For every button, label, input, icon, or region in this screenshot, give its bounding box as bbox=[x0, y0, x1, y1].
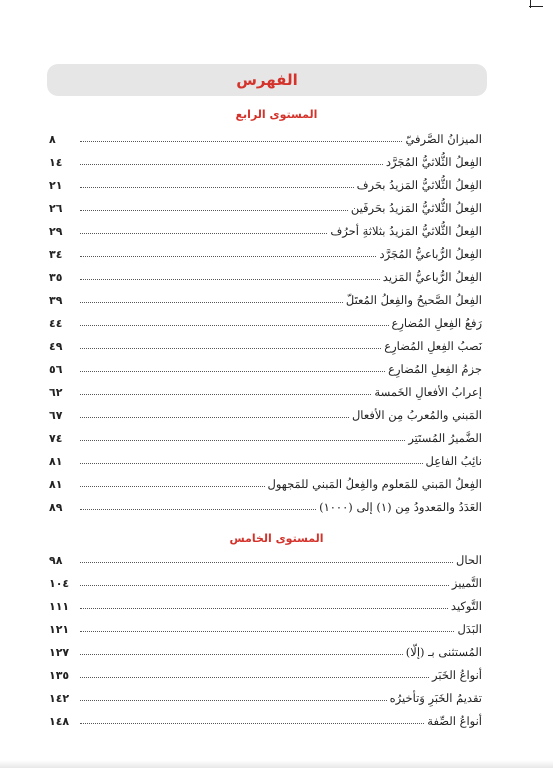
toc-entry-page-number: ١٤٨ bbox=[49, 715, 70, 728]
toc-entry-title: الفِعلُ الثُّلاثيُّ المُجَرَّد bbox=[385, 155, 482, 169]
dot-leader bbox=[80, 187, 354, 188]
toc-entry-title: الفِعلُ الثُّلاثيُّ المَزيدُ بحَرف bbox=[356, 178, 482, 192]
toc-entry-page-number: ٢٦ bbox=[49, 202, 63, 215]
index-title: الفهرس bbox=[236, 71, 298, 89]
toc-entry[interactable] bbox=[49, 659, 482, 682]
toc-entry-page-number: ١٢٧ bbox=[49, 646, 70, 659]
toc-entry[interactable] bbox=[49, 238, 482, 261]
toc-entry-title: التَّمييز bbox=[451, 576, 482, 590]
dot-leader bbox=[80, 654, 403, 655]
crop-mark bbox=[530, 0, 531, 8]
index-title-bar bbox=[47, 64, 487, 96]
toc-entry-page-number: ٨١ bbox=[49, 455, 63, 468]
dot-leader bbox=[80, 164, 383, 165]
toc-entry-title: الميزانُ الصَّرفيّ bbox=[405, 132, 482, 146]
toc-entry-page-number: ٧٤ bbox=[49, 432, 63, 445]
toc-entry-page-number: ٤٤ bbox=[49, 317, 63, 330]
dot-leader bbox=[80, 233, 327, 234]
dot-leader bbox=[80, 677, 429, 678]
toc-entry[interactable] bbox=[49, 330, 482, 353]
toc-entry-page-number: ٣٤ bbox=[49, 248, 63, 261]
toc-entry-page-number: ٢٩ bbox=[49, 225, 63, 238]
toc-entry[interactable] bbox=[49, 590, 482, 613]
toc-entry[interactable] bbox=[49, 468, 482, 491]
dot-leader bbox=[80, 562, 453, 563]
toc-entry[interactable] bbox=[49, 169, 482, 192]
toc-entry[interactable] bbox=[49, 705, 482, 728]
toc-entry-page-number: ٩٨ bbox=[49, 554, 63, 567]
toc-entry-page-number: ٤٩ bbox=[49, 340, 63, 353]
toc-entry-page-number: ١٣٥ bbox=[49, 669, 70, 682]
toc-entry-title: تقديمُ الخَبَرِ وَتأخيرُه bbox=[389, 691, 482, 705]
toc-entry-title: الحال bbox=[456, 553, 482, 567]
toc-entry-page-number: ١٠٤ bbox=[49, 577, 70, 590]
toc-entry[interactable] bbox=[49, 491, 482, 514]
toc-entry-page-number: ١٤ bbox=[49, 156, 63, 169]
dot-leader bbox=[80, 631, 454, 632]
toc-entry[interactable] bbox=[49, 399, 482, 422]
toc-entry[interactable] bbox=[49, 192, 482, 215]
toc-entry[interactable] bbox=[49, 422, 482, 445]
dot-leader bbox=[80, 417, 349, 418]
toc-entry-title: المُستثنى بـ (إلّا) bbox=[405, 645, 482, 659]
toc-entry[interactable] bbox=[49, 567, 482, 590]
toc-entry[interactable] bbox=[49, 353, 482, 376]
toc-entry-title: الفِعلُ الصَّحيحُ والفِعلُ المُعتَلّ bbox=[345, 293, 482, 307]
dot-leader bbox=[80, 463, 423, 464]
toc-entry[interactable] bbox=[49, 146, 482, 169]
dot-leader bbox=[80, 440, 405, 441]
dot-leader bbox=[80, 608, 448, 609]
toc-entry-page-number: ٥٦ bbox=[49, 363, 63, 376]
dot-leader bbox=[80, 585, 449, 586]
toc-entry[interactable] bbox=[49, 123, 482, 146]
dot-leader bbox=[80, 723, 424, 724]
dot-leader bbox=[80, 279, 380, 280]
toc-entry-title: أنواعُ الخَبَر bbox=[432, 668, 482, 682]
toc-entry-page-number: ٨ bbox=[49, 133, 56, 146]
toc-entry-page-number: ٨١ bbox=[49, 478, 63, 491]
toc-entry-title: أنواعُ الصِّفة bbox=[427, 714, 482, 728]
toc-entry-title: المَبني والمُعربُ مِن الأفعال bbox=[351, 408, 482, 422]
toc-entry[interactable] bbox=[49, 284, 482, 307]
toc-entry[interactable] bbox=[49, 376, 482, 399]
dot-leader bbox=[80, 509, 316, 510]
level-4-heading: المستوى الرابع bbox=[235, 108, 318, 121]
toc-entry[interactable] bbox=[49, 445, 482, 468]
toc-entry-title: نائِبُ الفاعِل bbox=[425, 454, 482, 468]
toc-entry-title: البَدَل bbox=[457, 622, 482, 636]
toc-entry-title: الفِعلُ الثُّلاثيُّ المَزيدُ بثلاثةِ أحرُف bbox=[330, 224, 482, 238]
toc-entry[interactable] bbox=[49, 215, 482, 238]
toc-entry-title: رَفعُ الفِعلِ المُضارِع bbox=[391, 316, 482, 330]
dot-leader bbox=[80, 210, 348, 211]
toc-entry-title: التَّوكيد bbox=[450, 599, 482, 613]
toc-entry[interactable] bbox=[49, 307, 482, 330]
toc-entry-title: الفِعلُ المَبني للمَعلوم والفِعلُ المَبني للمَجهول bbox=[267, 477, 482, 491]
toc-entry[interactable] bbox=[49, 261, 482, 284]
toc-entry-page-number: ٦٢ bbox=[49, 386, 63, 399]
level-4-toc-list bbox=[49, 123, 482, 514]
dot-leader bbox=[80, 348, 381, 349]
dot-leader bbox=[80, 486, 265, 487]
dot-leader bbox=[80, 371, 385, 372]
level-5-heading: المستوى الخامس bbox=[229, 532, 324, 545]
toc-entry-title: إعرابُ الأفعالِ الخَمسة bbox=[374, 385, 482, 399]
toc-entry-title: جزمُ الفِعلِ المُضارِع bbox=[388, 362, 482, 376]
toc-entry-title: الفِعلُ الثُّلاثيُّ المَزيدُ بحَرفَين bbox=[350, 201, 482, 215]
dot-leader bbox=[80, 700, 387, 701]
dot-leader bbox=[80, 394, 371, 395]
dot-leader bbox=[80, 325, 389, 326]
dot-leader bbox=[80, 256, 376, 257]
toc-entry-title: الضَّميرُ المُستَتِر bbox=[408, 431, 482, 445]
toc-entry-page-number: ٦٧ bbox=[49, 409, 63, 422]
toc-entry-page-number: ١٢١ bbox=[49, 623, 70, 636]
page-bottom-edge bbox=[0, 760, 553, 768]
toc-entry-page-number: ٣٥ bbox=[49, 271, 63, 284]
crop-mark bbox=[529, 6, 543, 7]
toc-entry-page-number: ٢١ bbox=[49, 179, 63, 192]
toc-entry-title: العَدَدُ والمَعدودُ مِن (١) إلى (١٠٠٠) bbox=[319, 500, 482, 514]
toc-entry-title: نَصبُ الفِعلِ المُضارِع bbox=[384, 339, 482, 353]
dot-leader bbox=[80, 302, 343, 303]
toc-entry-page-number: ١٤٢ bbox=[49, 692, 70, 705]
toc-entry-page-number: ٨٩ bbox=[49, 501, 63, 514]
dot-leader bbox=[80, 141, 402, 142]
toc-entry-title: الفِعلُ الرُّباعيُّ المُجَرَّد bbox=[379, 247, 482, 261]
toc-entry-page-number: ٣٩ bbox=[49, 294, 63, 307]
toc-entry-page-number: ١١١ bbox=[49, 600, 70, 613]
toc-entry[interactable] bbox=[49, 613, 482, 636]
toc-entry-title: الفِعلُ الرُّباعيُّ المَزيد bbox=[382, 270, 482, 284]
level-5-toc-list bbox=[49, 544, 482, 728]
toc-entry[interactable] bbox=[49, 682, 482, 705]
toc-entry[interactable] bbox=[49, 544, 482, 567]
toc-entry[interactable] bbox=[49, 636, 482, 659]
